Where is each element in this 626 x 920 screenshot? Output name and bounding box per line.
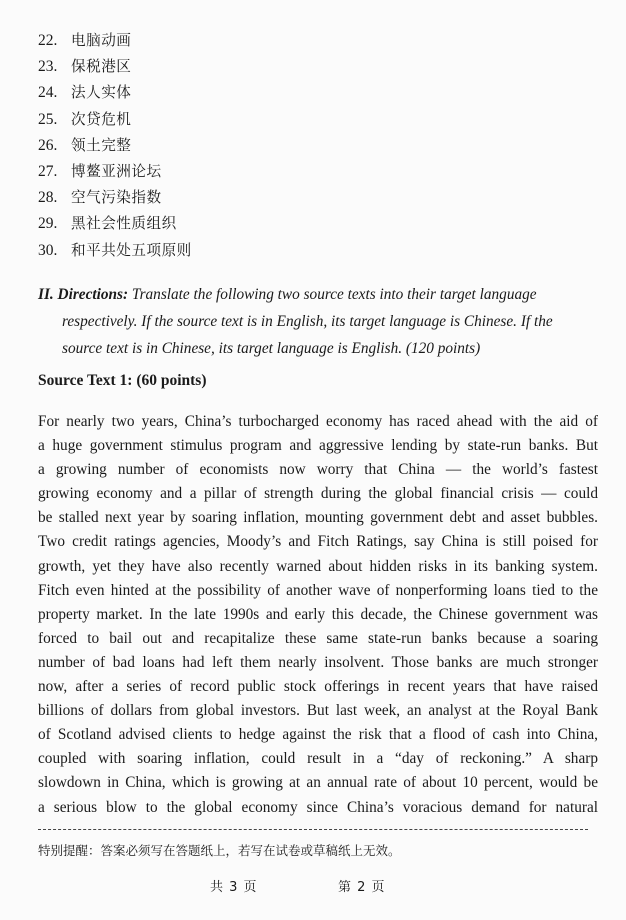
directions-line: source text is in Chinese, its target language is English. (120 points) [62, 340, 481, 357]
passage-line: forced to bail out and recapitalize these same state-run banks because a soaring [38, 629, 598, 647]
term-text: 次贷危机 [71, 110, 132, 128]
current-page-label: 第 2 页 [338, 880, 386, 895]
term-number: 22. [38, 32, 58, 49]
term-item [38, 54, 598, 80]
term-item [38, 107, 598, 133]
term-item [38, 211, 598, 237]
term-number: 25. [38, 110, 58, 128]
term-text: 和平共处五项原则 [71, 241, 192, 259]
passage-line: a growing number of economists now worry that China — the world’s fastest [38, 461, 598, 479]
term-number: 23. [38, 58, 58, 76]
dashed-divider [38, 829, 588, 830]
passage-line: now, after a series of record public stock offerings in recent years that have raised [38, 678, 598, 696]
passage-line: number of bad loans had left them nearly insolvent. Those banks are much stronger [38, 653, 598, 671]
passage-line: For nearly two years, China’s turbocharged economy has raced ahead with the aid of [38, 413, 598, 430]
term-item [38, 159, 598, 185]
directions-text: Translate the following two source texts into their target language [131, 286, 537, 303]
term-text: 空气污染指数 [71, 189, 162, 207]
passage-line: Two credit ratings agencies, Moody’s and Fitch Ratings, say China is still poised for [38, 533, 598, 551]
passage-line: billions of dollars from global investors. But last week, an analyst at the Royal Bank [38, 702, 598, 720]
passage-line: a huge government stimulus program and aggressive lending by state-run banks. But [38, 437, 598, 455]
term-text: 博鳌亚洲论坛 [71, 162, 162, 180]
term-text: 电脑动画 [71, 32, 132, 49]
passage-line: growing economy and a pillar of strength during the global financial crisis — could [38, 485, 598, 503]
term-number: 24. [38, 84, 58, 102]
term-number: 29. [38, 215, 58, 233]
term-text: 领土完整 [71, 136, 132, 154]
term-item [38, 133, 598, 159]
term-text: 保税港区 [71, 58, 132, 76]
term-number: 27. [38, 162, 58, 180]
passage-line: property market. In the late 1990s and early this decade, the Chinese government was [38, 605, 598, 623]
term-number: 26. [38, 136, 58, 154]
passage-line: be stalled next year by soaring inflation, mounting government debt and asset bubbles. [38, 509, 598, 527]
passage-line: of Scotland advised clients to hedge against the risk that a flood of cash into China, [38, 726, 598, 744]
directions-block [38, 281, 598, 362]
total-pages-label: 共 3 页 [210, 880, 258, 895]
source-text-heading: Source Text 1: (60 points) [38, 372, 207, 389]
passage-line: coupled with soaring inflation, could result in a “day of reckoning.” A sharp [38, 750, 598, 768]
term-text: 法人实体 [71, 84, 132, 102]
term-item [38, 28, 598, 54]
term-text: 黑社会性质组织 [71, 215, 177, 233]
passage-line: Fitch even hinted at the possibility of another wave of nonperforming loans tied to the [38, 581, 598, 599]
source-passage [38, 410, 598, 820]
term-number: 30. [38, 241, 58, 259]
answer-sheet-notice: 特别提醒：答案必须写在答题纸上，若写在试卷或草稿纸上无效。 [38, 843, 401, 858]
directions-line [38, 281, 598, 308]
term-item [38, 185, 598, 211]
passage-line: slowdown in China, which is growing at an annual rate of about 10 percent, would be [38, 774, 598, 792]
term-item [38, 238, 598, 264]
passage-line: growth, yet they have also recently warned about hidden risks in its banking system. [38, 557, 598, 575]
term-number: 28. [38, 189, 58, 207]
term-list [38, 28, 598, 264]
passage-line: a serious blow to the global economy since China’s voracious demand for natural [38, 798, 598, 816]
term-item [38, 80, 598, 106]
directions-line: respectively. If the source text is in English, its target language is Chinese. If the [62, 313, 553, 330]
directions-label: II. Directions: [38, 286, 129, 303]
